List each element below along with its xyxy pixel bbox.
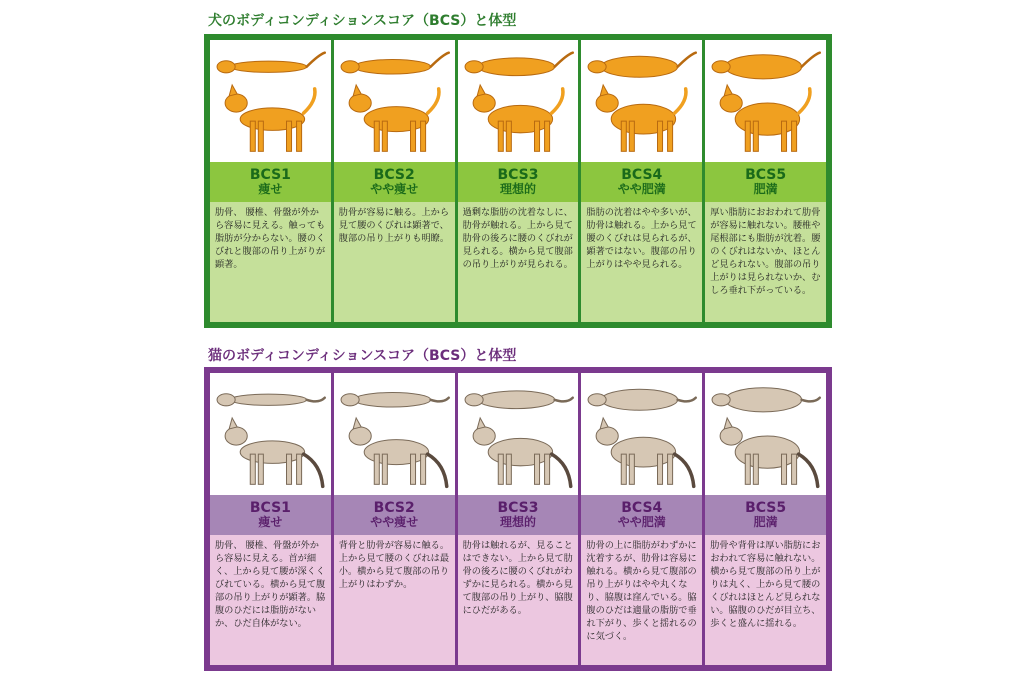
- dog-illustration-1: [210, 40, 331, 162]
- cat-bcs-description: 肋骨や背骨は厚い脂肪におおわれて容易に触れない。横から見て腹部の吊り上がりは丸く、上から見て腰のくびれはほとんど見られない。脇腹のひだが目立ち、歩くと盛んに揺れる。: [705, 535, 826, 665]
- dog-bcs-column-4: [581, 40, 702, 322]
- cat-bcs-column-1: [210, 373, 331, 665]
- dog-bcs-score: BCS4: [621, 167, 663, 184]
- cat-bcs-description: 肋骨は触れるが、見ることはできない。上から見て肋骨の後ろに腰のくびれがわずかに見られる。横から見て腹部の吊り上がり、脇腹にひだがある。: [458, 535, 579, 665]
- cat-bcs-column-5: [705, 373, 826, 665]
- cat-side-view-icon: [349, 418, 447, 486]
- dog-illustration-5: [705, 40, 826, 162]
- cat-illustration-5: [705, 373, 826, 495]
- cat-silhouette-icon: [581, 373, 702, 495]
- cat-top-view-icon: [588, 389, 696, 410]
- cat-top-view-icon: [341, 393, 449, 407]
- cat-bcs-name: やや痩せ: [370, 515, 419, 530]
- dog-bcs-column-1: [210, 40, 331, 322]
- dog-bcs-name: 肥満: [753, 182, 778, 197]
- dog-side-view-icon: [596, 85, 686, 151]
- cat-side-view-icon: [473, 418, 571, 486]
- dog-bcs-name: やや痩せ: [370, 182, 419, 197]
- cat-bcs-panel: [204, 367, 832, 671]
- cat-bcs-label-2: [334, 495, 455, 535]
- cat-bcs-score: BCS5: [745, 500, 787, 517]
- cat-top-view-icon: [465, 391, 573, 409]
- cat-bcs-score: BCS4: [621, 500, 663, 517]
- dog-bcs-description: 厚い脂肪におおわれて肋骨が容易に触れない。腰椎や尾根部にも脂肪が沈着。腰のくびれはないか、ほとんど見られない。腹部の吊り上がりは見られないか、むしろ垂れ下がっている。: [705, 202, 826, 322]
- cat-bcs-name: 理想的: [499, 515, 536, 530]
- dog-bcs-score: BCS1: [249, 167, 291, 184]
- dog-bcs-label-3: [458, 162, 579, 202]
- cat-silhouette-icon: [210, 373, 331, 495]
- dog-bcs-name: 理想的: [499, 182, 536, 197]
- cat-illustration-4: [581, 373, 702, 495]
- dog-bcs-score: BCS2: [373, 167, 415, 184]
- cat-bcs-label-1: [210, 495, 331, 535]
- cat-silhouette-icon: [458, 373, 579, 495]
- cat-silhouette-icon: [705, 373, 826, 495]
- dog-bcs-label-4: [581, 162, 702, 202]
- dog-top-view-icon: [217, 53, 325, 73]
- cat-bcs-score: BCS2: [373, 500, 415, 517]
- dog-bcs-score: BCS3: [497, 167, 539, 184]
- cat-side-view-icon: [596, 418, 694, 486]
- dog-bcs-column-2: [334, 40, 455, 322]
- dog-bcs-description: 脂肪の沈着はやや多いが、肋骨は触れる。上から見て腰のくびれは見られるが、顕著ではない。腹部の吊り上がりはやや見られる。: [581, 202, 702, 322]
- dog-bcs-column-3: [458, 40, 579, 322]
- dog-section-title: 犬のボディコンディションスコア（BCS）と体型: [208, 13, 517, 29]
- cat-bcs-description: 肋骨、 腰椎、骨盤が外から容易に見える。首が細く、上から見て腰が深くくびれている。横から見て腹部の吊り上がりが顕著。脇腹のひだには脂肪がないか、ひだ自体がない。: [210, 535, 331, 665]
- dog-bcs-panel: [204, 34, 832, 328]
- dog-top-view-icon: [712, 53, 820, 79]
- dog-silhouette-icon: [458, 40, 579, 162]
- dog-silhouette-icon: [210, 40, 331, 162]
- cat-bcs-label-5: [705, 495, 826, 535]
- dog-bcs-name: やや肥満: [617, 182, 666, 197]
- dog-silhouette-icon: [581, 40, 702, 162]
- dog-illustration-2: [334, 40, 455, 162]
- dog-top-view-icon: [341, 53, 449, 74]
- dog-side-view-icon: [473, 85, 563, 151]
- dog-side-view-icon: [225, 85, 315, 151]
- cat-bcs-column-3: [458, 373, 579, 665]
- cat-top-view-icon: [217, 394, 325, 406]
- cat-section-title: 猫のボディコンディションスコア（BCS）と体型: [208, 348, 517, 364]
- dog-bcs-label-1: [210, 162, 331, 202]
- dog-bcs-description: 肋骨が容易に触る。上から見て腰のくびれは顕著で、腹部の吊り上がりも明瞭。: [334, 202, 455, 322]
- cat-silhouette-icon: [334, 373, 455, 495]
- cat-bcs-description: 肋骨の上に脂肪がわずかに沈着するが、肋骨は容易に触れる。横から見て腹部の吊り上がりはやや丸くなり、脇腹は窪んでいる。脇腹のひだは適量の脂肪で垂れ下がり、歩くと揺れるのに気づく。: [581, 535, 702, 665]
- dog-bcs-column-5: [705, 40, 826, 322]
- dog-illustration-4: [581, 40, 702, 162]
- dog-illustration-3: [458, 40, 579, 162]
- cat-bcs-label-3: [458, 495, 579, 535]
- dog-bcs-label-2: [334, 162, 455, 202]
- cat-bcs-description: 背骨と肋骨が容易に触る。上から見て腰のくびれは最小。横から見て腹部の吊り上がりはわずか。: [334, 535, 455, 665]
- dog-bcs-name: 痩せ: [258, 182, 283, 197]
- cat-illustration-2: [334, 373, 455, 495]
- cat-side-view-icon: [720, 418, 818, 486]
- cat-bcs-column-2: [334, 373, 455, 665]
- cat-illustration-3: [458, 373, 579, 495]
- dog-silhouette-icon: [705, 40, 826, 162]
- cat-top-view-icon: [712, 388, 820, 412]
- dog-bcs-score: BCS5: [745, 167, 787, 184]
- dog-silhouette-icon: [334, 40, 455, 162]
- dog-top-view-icon: [465, 53, 573, 76]
- dog-side-view-icon: [720, 85, 810, 151]
- cat-bcs-name: 痩せ: [258, 515, 283, 530]
- cat-bcs-column-4: [581, 373, 702, 665]
- dog-bcs-description: 過剰な脂肪の沈着なしに、肋骨が触れる。上から見て肋骨の後ろに腰のくびれが見られる。横から見て腹部の吊り上がりが見られる。: [458, 202, 579, 322]
- cat-illustration-1: [210, 373, 331, 495]
- cat-bcs-label-4: [581, 495, 702, 535]
- cat-side-view-icon: [225, 418, 323, 486]
- dog-side-view-icon: [349, 85, 439, 151]
- dog-bcs-label-5: [705, 162, 826, 202]
- dog-top-view-icon: [588, 53, 696, 78]
- cat-bcs-name: 肥満: [753, 515, 778, 530]
- cat-bcs-score: BCS3: [497, 500, 539, 517]
- dog-bcs-description: 肋骨、 腰椎、骨盤が外から容易に見える。触っても脂肪が分からない。腰のくびれと腹部の吊り上がりが顕著。: [210, 202, 331, 322]
- cat-bcs-score: BCS1: [249, 500, 291, 517]
- cat-bcs-name: やや肥満: [617, 515, 666, 530]
